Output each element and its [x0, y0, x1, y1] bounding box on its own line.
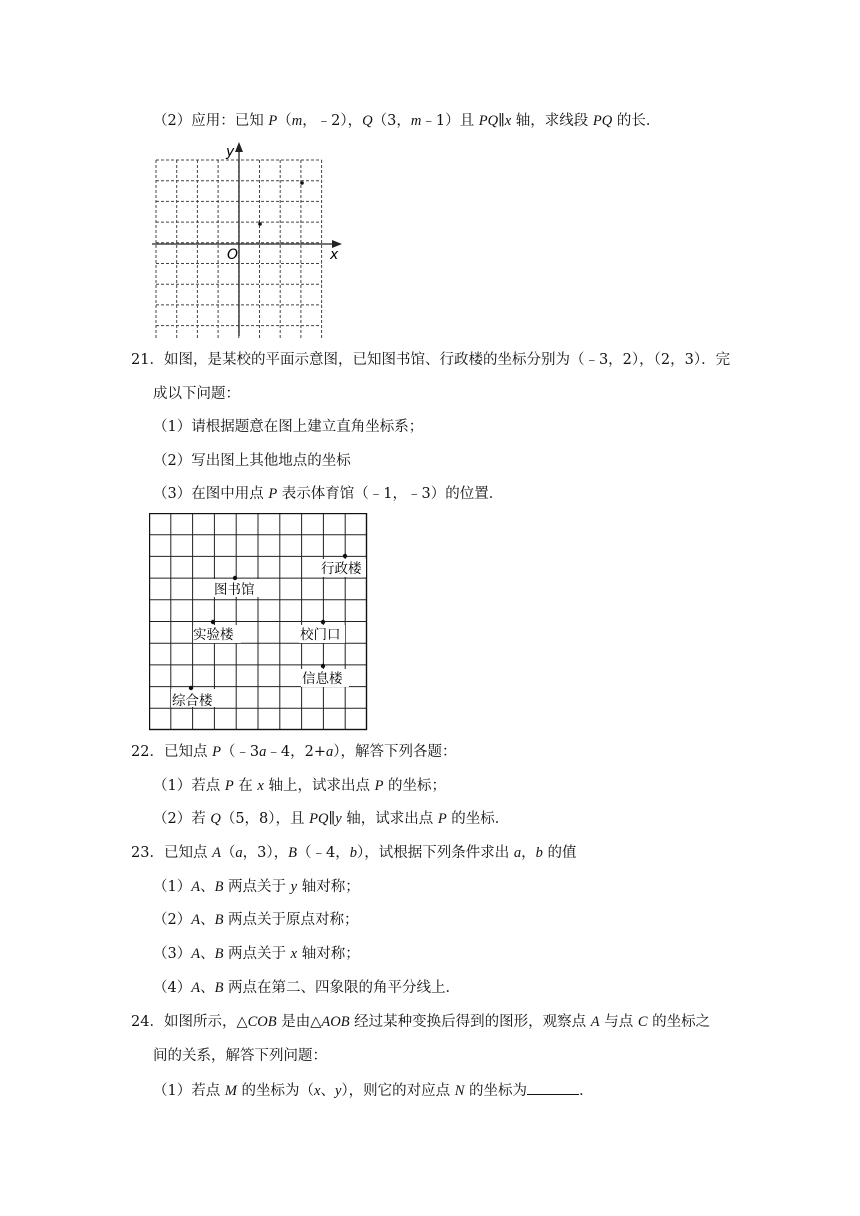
- var-b: b: [349, 845, 357, 861]
- text-run: （2）应用：已知: [153, 113, 269, 129]
- text-run: ．: [579, 1083, 594, 1099]
- q23-part2: [153, 910, 359, 930]
- library-point: [233, 576, 237, 580]
- var-y: y: [335, 811, 342, 827]
- var-M: M: [224, 1083, 237, 1099]
- var-y: y: [290, 879, 298, 895]
- text-run: （3，: [372, 113, 411, 129]
- var-P: P: [212, 744, 221, 760]
- text-run: 23．已知点: [131, 845, 213, 861]
- text-run: ），试根据下列条件求出: [357, 845, 514, 861]
- var-Q: Q: [362, 113, 373, 129]
- q23-part4: [153, 978, 460, 998]
- text-run: 的坐标为: [464, 1083, 528, 1099]
- var-COB: COB: [247, 1014, 277, 1030]
- answer-blank[interactable]: [527, 1080, 579, 1095]
- text-run: （1）若点: [153, 778, 225, 794]
- library-label: 图书馆: [214, 582, 255, 598]
- var-b: b: [535, 845, 543, 861]
- text-run: 轴对称；: [297, 879, 360, 895]
- text-run: 的长．: [612, 113, 661, 129]
- var-P: P: [268, 486, 278, 502]
- var-B: B: [214, 946, 224, 962]
- text-run: （5，8），且: [220, 811, 310, 827]
- text-run: 两点关于原点对称；: [223, 912, 359, 928]
- q24-line1: [131, 1012, 710, 1032]
- text-run: 与点: [599, 1014, 638, 1030]
- text-run: 、: [320, 1083, 335, 1099]
- text-run: 、: [200, 946, 215, 962]
- text-run: ），则它的对应点: [341, 1083, 455, 1099]
- var-AOB: AOB: [321, 1014, 350, 1030]
- text-run: （: [277, 113, 292, 129]
- var-Q: Q: [210, 811, 221, 827]
- var-A: A: [191, 946, 201, 962]
- q21-line1: 21．如图，是某校的平面示意图，已知图书馆、行政楼的坐标分别为（﹣3，2），（2，3）．完: [131, 352, 731, 368]
- lab-point: [211, 620, 215, 624]
- text-run: 轴，试求出点: [341, 811, 438, 827]
- var-A: A: [212, 845, 221, 861]
- info-point: [321, 664, 325, 668]
- var-B: B: [214, 980, 224, 996]
- text-run: 的值: [542, 845, 577, 861]
- var-x: x: [257, 778, 264, 794]
- text-run: 的坐标为（: [236, 1083, 315, 1099]
- gate-point: [321, 620, 325, 624]
- q22-line1: [131, 742, 457, 762]
- text-run: （﹣4，: [297, 845, 350, 861]
- var-a: a: [513, 845, 522, 861]
- var-PQ: PQ: [309, 811, 329, 827]
- var-PQ: PQ: [478, 113, 499, 129]
- q21-part3: [153, 484, 503, 504]
- lab-label: 实验楼: [193, 627, 234, 643]
- text-run: ，﹣2），: [302, 113, 363, 129]
- text-run: 22．已知点: [131, 744, 213, 760]
- q23-part3: [153, 944, 360, 964]
- var-a: a: [326, 744, 334, 760]
- var-B: B: [288, 845, 298, 861]
- text-run: （2）: [153, 912, 192, 928]
- text-run: （3）: [153, 946, 192, 962]
- text-run: ∥: [498, 113, 505, 129]
- q21-line2: 成以下问题：: [153, 386, 240, 402]
- text-run: 轴上，试求出点: [263, 778, 375, 794]
- text-run: （1）: [153, 879, 192, 895]
- text-run: （: [220, 845, 236, 861]
- y-axis-arrow: [235, 142, 243, 152]
- text-run: 两点关于: [223, 946, 291, 962]
- y-axis-label: y: [226, 144, 235, 160]
- text-run: ，: [521, 845, 536, 861]
- school-map-figure: [149, 513, 368, 731]
- complex-label: 综合楼: [172, 693, 213, 709]
- text-run: ），解答下列各题：: [333, 744, 457, 760]
- text-run: ∥: [328, 811, 336, 827]
- var-y: y: [334, 1083, 342, 1099]
- text-run: 、: [200, 980, 215, 996]
- text-run: 的坐标．: [446, 811, 510, 827]
- var-B: B: [214, 912, 224, 928]
- q23-line1: [131, 843, 576, 863]
- grid-point: [300, 181, 304, 185]
- text-run: （2）若: [153, 811, 211, 827]
- origin-label: O: [227, 247, 239, 263]
- var-P: P: [268, 113, 278, 129]
- q22-part2: [153, 809, 509, 829]
- var-m: m: [410, 113, 422, 129]
- var-x: x: [314, 1083, 321, 1099]
- q24-line2: 间的关系，解答下列问题：: [153, 1048, 327, 1064]
- var-A: A: [590, 1014, 600, 1030]
- q20-part2-text: [153, 111, 660, 131]
- text-run: ﹣1）且: [421, 113, 479, 129]
- var-N: N: [454, 1083, 465, 1099]
- q22-part1: [153, 776, 446, 796]
- coordinate-grid-figure: [148, 140, 348, 340]
- var-a: a: [235, 845, 243, 861]
- text-run: 24．如图所示，△: [131, 1014, 248, 1030]
- text-run: （4）: [153, 980, 192, 996]
- text-run: 的坐标之: [647, 1014, 711, 1030]
- text-run: 是由△: [276, 1014, 322, 1030]
- text-run: 轴，求线段: [511, 113, 593, 129]
- var-P: P: [224, 778, 234, 794]
- text-run: 两点关于: [223, 879, 291, 895]
- text-run: 、: [200, 912, 215, 928]
- info-label: 信息楼: [302, 671, 343, 687]
- gate-label: 校门口: [300, 627, 341, 643]
- text-run: （﹣3: [220, 744, 260, 760]
- var-B: B: [214, 879, 224, 895]
- text-run: （3）在图中用点: [153, 486, 269, 502]
- admin-label: 行政楼: [321, 561, 362, 577]
- text-run: 轴对称；: [297, 946, 360, 962]
- q21-part2: （2）写出图上其他地点的坐标: [153, 453, 351, 469]
- q24-part1: [153, 1080, 594, 1101]
- var-PQ: PQ: [592, 113, 613, 129]
- text-run: 在: [233, 778, 258, 794]
- text-run: 两点在第二、四象限的角平分线上．: [223, 980, 461, 996]
- var-A: A: [191, 980, 201, 996]
- q23-part1: [153, 877, 360, 897]
- var-a: a: [259, 744, 267, 760]
- var-C: C: [637, 1014, 648, 1030]
- admin-point: [343, 554, 347, 558]
- var-x: x: [504, 113, 512, 129]
- var-m: m: [291, 113, 303, 129]
- var-P: P: [437, 811, 447, 827]
- text-run: 、: [200, 879, 215, 895]
- complex-point: [189, 686, 193, 690]
- text-run: ﹣4，2+: [266, 744, 327, 760]
- var-A: A: [191, 912, 201, 928]
- var-A: A: [191, 879, 201, 895]
- text-run: （1）若点: [153, 1083, 225, 1099]
- grid-point: [258, 222, 262, 226]
- text-run: 经过某种变换后得到的图形，观察点: [349, 1014, 591, 1030]
- var-x: x: [290, 946, 298, 962]
- text-run: ，3），: [242, 845, 289, 861]
- var-P: P: [374, 778, 384, 794]
- text-run: 表示体育馆（﹣1，﹣3）的位置．: [277, 486, 504, 502]
- q21-part1: （1）请根据题意在图上建立直角坐标系；: [153, 419, 424, 435]
- text-run: 的坐标；: [383, 778, 447, 794]
- x-axis-label: x: [330, 247, 339, 263]
